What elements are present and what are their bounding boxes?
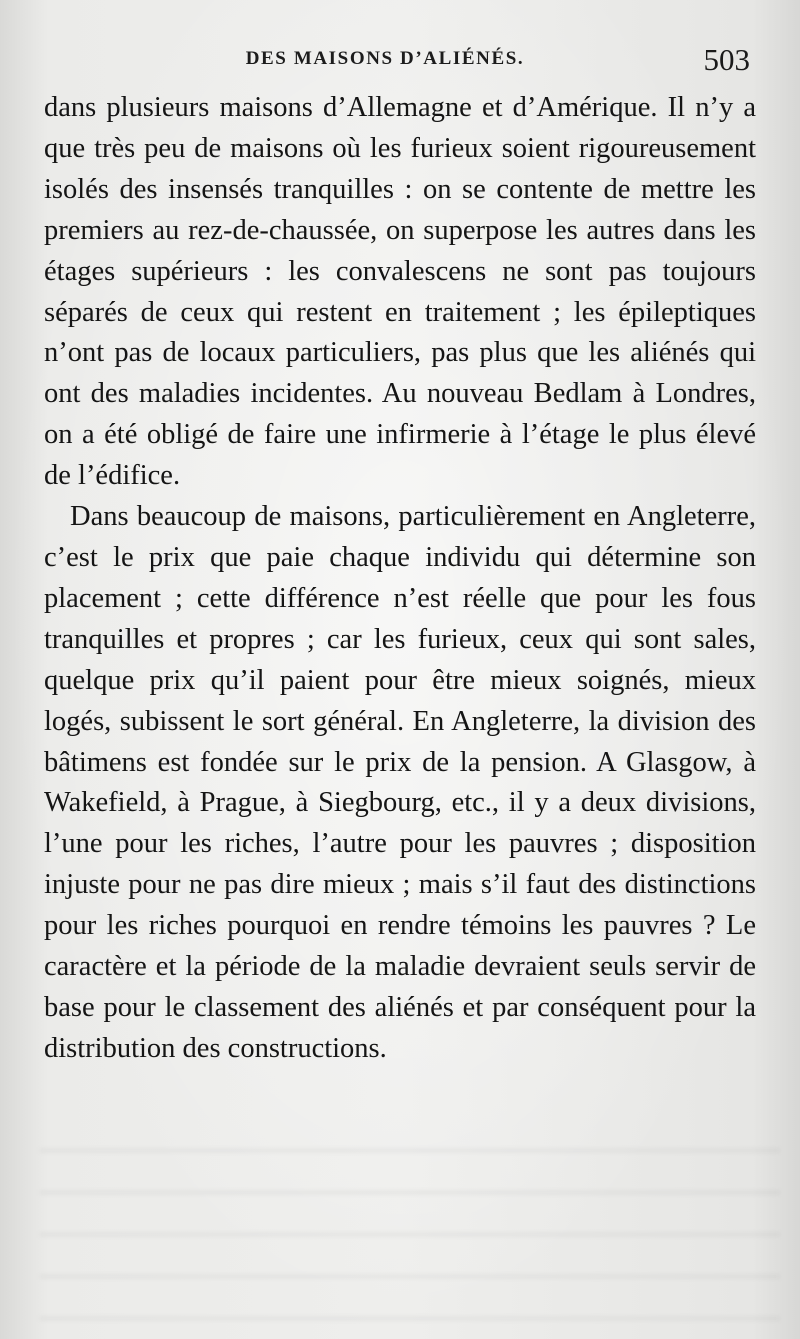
running-title: DES MAISONS D’ALIÉNÉS. bbox=[245, 48, 525, 69]
page-header bbox=[0, 42, 800, 82]
paragraph-2: Dans beaucoup de maisons, particulièrement en Angleterre, c’est le prix que paie chaque individu qui détermine son placement ; cette différence n’est réelle que pour les fous tranquilles et propres ; car les furieux, ceux qui sont sales, quelque prix qu’il paient pour être mieux soignés, mieux logés, subissent le sort général. En Angleterre, la division des bâtimens est fondée sur le prix de la pension. A Glasgow, à Wakefield, à Prague, à Siegbourg, etc., il y a deux divisions, l’une pour les riches, l’autre pour les pauvres ; disposition injuste pour ne pas dire mieux ; mais s’il faut des distinctions pour les riches pourquoi en rendre témoins les pauvres ? Le caractère et la période de la maladie devraient seuls servir de base pour le classement des aliénés et par conséquent pour la distribution des constructions. bbox=[44, 501, 756, 1064]
show-through-texture bbox=[40, 1140, 780, 1320]
page-number: 503 bbox=[703, 42, 750, 77]
paragraph-1: dans plusieurs maisons d’Allemagne et d’Amérique. Il n’y a que très peu de maisons où les furieux soient rigoureusement isolés des insensés tranquilles : on se contente de mettre les premiers au rez-de-chaussée, on superpose les autres dans les étages supérieurs : les convalescens ne sont pas toujours séparés de ceux qui restent en traitement ; les épileptiques n’ont pas de locaux particuliers, pas plus que les aliénés qui ont des maladies incidentes. Au nouveau Bedlam à Londres, on a été obligé de faire une infirmerie à l’étage le plus élevé de l’édifice. bbox=[44, 92, 756, 492]
body-text bbox=[44, 88, 756, 1070]
